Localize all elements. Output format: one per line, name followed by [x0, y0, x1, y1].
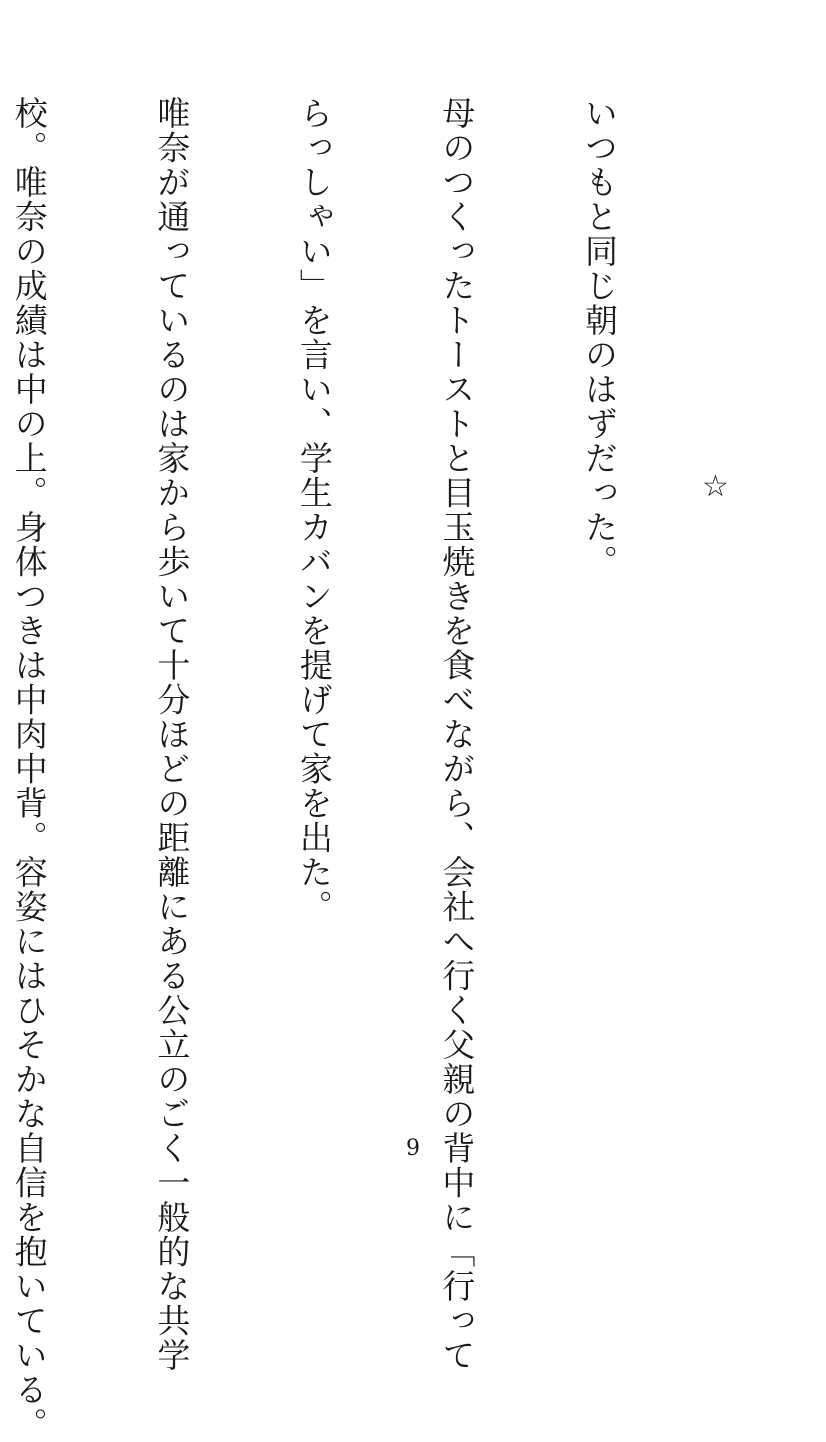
section-star-marker: ☆	[702, 469, 729, 504]
text-line-4: 唯奈が通っているのは家から歩いて十分ほどの距離にある公立のごく一般的な共学	[152, 96, 192, 1373]
vertical-text-body	[9, 96, 718, 1442]
text-line-3: らっしゃい」を言い、学生カバンを提げて家を出た。	[294, 96, 334, 924]
text-line-5: 校。唯奈の成績は中の上。身体つきは中肉中背。容姿にはひそかな自信を抱いている。	[9, 96, 49, 1442]
text-line-2: 母のつくったトーストと目玉焼きを食べながら、会社へ行く父親の背中に「行って	[437, 96, 477, 1373]
text-line-1: いつもと同じ朝のはずだった。	[579, 96, 619, 579]
page-number: 9	[406, 1136, 420, 1161]
